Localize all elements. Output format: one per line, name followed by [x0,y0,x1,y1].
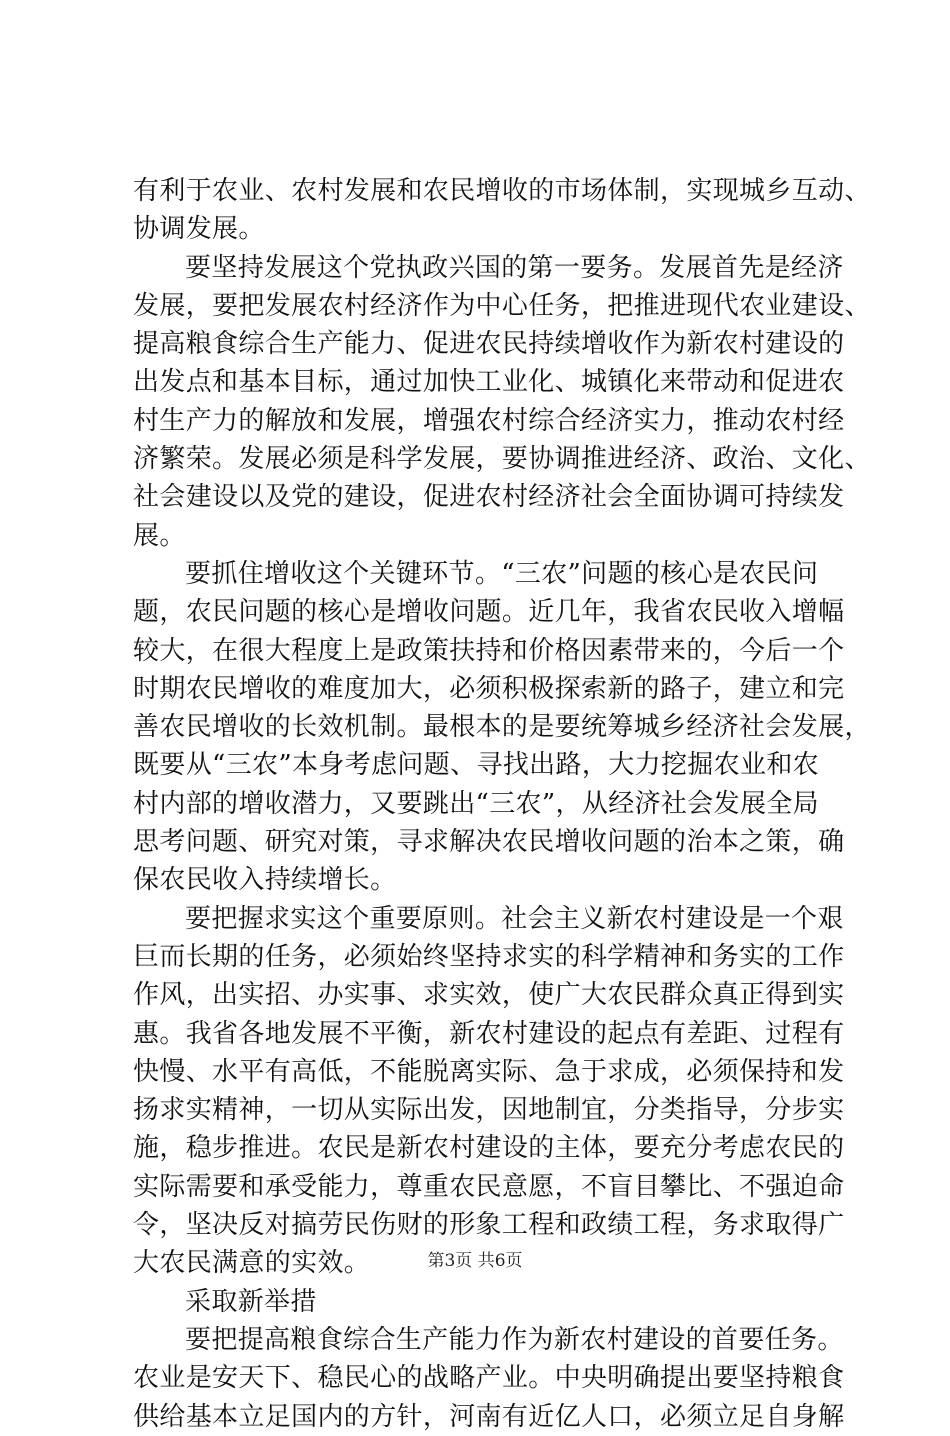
text-line: 社会建设以及党的建设，促进农村经济社会全面协调可持续发 [133,482,845,513]
page-number-footer: 第3页 共6页 [427,1251,523,1271]
text-line: 时期农民增收的难度加大，必须积极探索新的路子，建立和完 [133,673,845,704]
text-line: 大农民满意的实效。 [133,1248,371,1279]
text-line: 保农民收入持续增长。 [133,865,397,896]
text-line: 村内部的增收潜力，又要跳出“三农”，从经济社会发展全局 [133,788,820,819]
text-line: 作风，出实招、办实事、求实效，使广大农民群众真正得到实 [133,980,845,1011]
paragraph-first-line: 要把握求实这个重要原则。社会主义新农村建设是一个艰 [185,903,844,934]
text-line: 巨而长期的任务，必须始终坚持求实的科学精神和务实的工作 [133,941,845,972]
text-line: 出发点和基本目标，通过加快工业化、城镇化来带动和促进农 [133,367,845,398]
section-heading: 采取新举措 [185,1286,317,1317]
text-line: 有利于农业、农村发展和农民增收的市场体制，实现城乡互动、 [133,176,871,206]
text-line: 实际需要和承受能力，尊重农民意愿，不盲目攀比、不强迫命 [133,1171,845,1202]
paragraph-first-line: 要抓住增收这个关键环节。“三农”问题的核心是农民问 [185,558,819,589]
text-line: 扬求实精神，一切从实际出发，因地制宜，分类指导，分步实 [133,1095,845,1126]
text-line: 惠。我省各地发展不平衡，新农村建设的起点有差距、过程有 [133,1018,845,1049]
text-line: 村生产力的解放和发展，增强农村综合经济实力，推动农村经 [133,405,845,436]
text-line: 题，农民问题的核心是增收问题。近几年，我省农民收入增幅 [133,597,845,628]
text-line: 施，稳步推进。农民是新农村建设的主体，要充分考虑农民的 [133,1133,845,1164]
text-line: 济繁荣。发展必须是科学发展，要协调推进经济、政治、文化、 [133,444,871,475]
text-line: 提高粮食综合生产能力、促进农民持续增收作为新农村建设的 [133,329,845,360]
text-line: 快慢、水平有高低，不能脱离实际、急于求成，必须保持和发 [133,1056,845,1087]
text-line: 令，坚决反对搞劳民伤财的形象工程和政绩工程，务求取得广 [133,1210,845,1241]
text-line: 较大，在很大程度上是政策扶持和价格因素带来的，今后一个 [133,635,845,666]
text-line: 展。 [133,520,186,551]
text-line: 农业是安天下、稳民心的战略产业。中央明确提出要坚持粮食 [133,1363,845,1394]
text-line: 既要从“三农”本身考虑问题、寻找出路，大力挖掘农业和农 [133,750,820,781]
paragraph-first-line: 要坚持发展这个党执政兴国的第一要务。发展首先是经济 [185,252,844,283]
text-line: 供给基本立足国内的方针，河南有近亿人口，必须立足自身解 [133,1401,845,1432]
text-line: 协调发展。 [133,214,265,245]
paragraph-first-line: 要把提高粮食综合生产能力作为新农村建设的首要任务。 [185,1324,844,1355]
text-line: 思考问题、研究对策，寻求解决农民增收问题的治本之策，确 [133,827,845,858]
text-line: 善农民增收的长效机制。最根本的是要统筹城乡经济社会发展， [133,712,871,743]
text-line: 发展，要把发展农村经济作为中心任务，把推进现代农业建设、 [133,290,871,321]
